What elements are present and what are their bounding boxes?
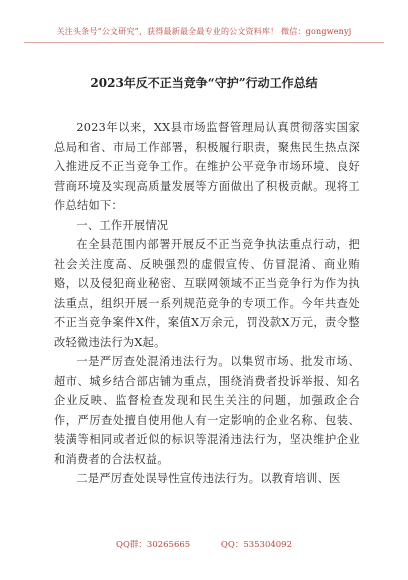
header-divider: [24, 42, 384, 43]
document-footer: [0, 538, 408, 550]
document-header-banner: 关注头条号“公文研究”，获得最新最全最专业的公文资料库！ 微信：gongwenyj: [56, 27, 352, 36]
document-title: 2023年反不正当竞争“守护”行动工作总结: [90, 76, 318, 90]
body-paragraph: 一是严厉查处混淆违法行为。以集贸市场、批发市场、超市、城乡结合部店铺为重点，围绕消费者投诉举报、知名企业反映、监督检查发现和民生关注的问题，加强政企合作，严厉查处擅自使用他人有一定影响的企业名称、包装、装潢等相同或者近似的标识等混淆违法行为，坚决维护企业和消费者的合法权益。: [54, 355, 360, 466]
section-heading: 一、工作开展情况: [76, 218, 169, 232]
document-body: [54, 118, 360, 489]
body-paragraph: 二是严厉查处误导性宣传违法行为。以教育培训、医: [76, 472, 341, 485]
body-paragraph: 在全县范围内部署开展反不正当竞争执法重点行动，把社会关注度高、反映强烈的虚假宣传、仿冒混淆、商业贿赂，以及侵犯商业秘密、互联网领域不正当竞争行为作为执法重点，组织开展一系列规范竞争的专项工作。今年共查处不正当竞争案件X件，案值X万余元，罚没款X万元，责令整改轻微违法行为X起。: [54, 238, 360, 349]
intro-paragraph: 2023年以来，XX县市场监督管理局认真贯彻落实国家总局和省、市局工作部署，积极履行职责，聚焦民生热点深入推进反不正当竞争工作。在维护公平竞争市场环境、良好营商环境及实现高质量发展等方面做出了积极贡献。现将工作总结如下：: [54, 121, 360, 212]
footer-qq: QQ：535304092: [220, 540, 292, 550]
footer-qq-group: QQ群：30265665: [115, 540, 191, 550]
